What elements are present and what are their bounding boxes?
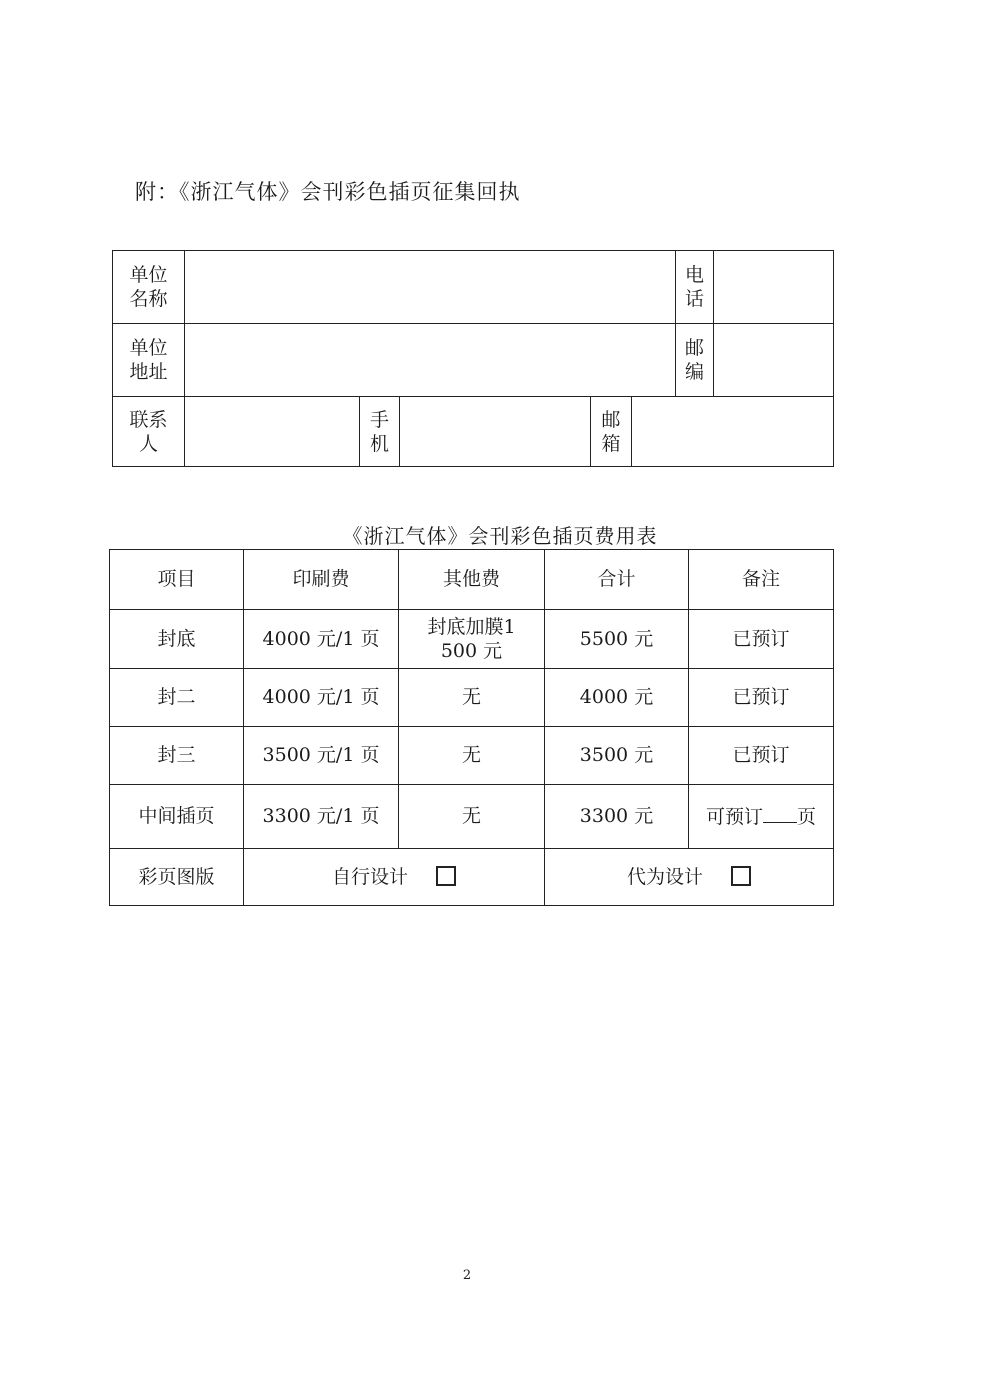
row-item: 中间插页	[110, 785, 244, 849]
receipt-form-table	[112, 250, 834, 467]
page-number: 2	[462, 1268, 472, 1283]
header-print-fee: 印刷费	[244, 550, 399, 610]
row-remark: 已预订	[689, 727, 834, 785]
row-total: 4000 元	[545, 669, 689, 727]
phone-label-cell	[676, 251, 714, 324]
pages-blank-field[interactable]	[763, 804, 797, 823]
email-label-cell	[591, 397, 632, 467]
row-other-fee-text: 封底加膜1500 元	[427, 615, 516, 662]
fee-header-row	[110, 550, 834, 610]
unit-address-label: 单位地址	[129, 337, 168, 383]
unit-address-field[interactable]	[185, 324, 676, 397]
fee-table	[109, 549, 834, 906]
row-total: 3500 元	[545, 727, 689, 785]
layout-label: 彩页图版	[110, 849, 244, 906]
row-print-fee: 3300 元/1 页	[244, 785, 399, 849]
row-other-fee	[399, 610, 545, 669]
row-total: 5500 元	[545, 610, 689, 669]
our-design-checkbox[interactable]	[731, 866, 751, 886]
page-heading: 附：《浙江气体》会刊彩色插页征集回执	[135, 180, 521, 204]
row-other-fee: 无	[399, 669, 545, 727]
postcode-field[interactable]	[714, 324, 834, 397]
header-other-fee: 其他费	[399, 550, 545, 610]
mobile-label: 手机	[369, 408, 389, 455]
contact-label: 联系人	[129, 408, 168, 455]
table-row	[110, 669, 834, 727]
mobile-field[interactable]	[400, 397, 591, 467]
mobile-label-cell	[360, 397, 400, 467]
contact-label-cell	[113, 397, 185, 467]
unit-name-label-cell	[113, 251, 185, 324]
table-row	[110, 727, 834, 785]
remark-suffix: 页	[797, 805, 817, 828]
row-item: 封三	[110, 727, 244, 785]
table-row	[110, 785, 834, 849]
option-self-design-cell	[244, 849, 545, 906]
row-item: 封底	[110, 610, 244, 669]
table-row	[110, 610, 834, 669]
row-other-fee: 无	[399, 727, 545, 785]
row-print-fee: 4000 元/1 页	[244, 610, 399, 669]
option-self-design-label: 自行设计	[331, 865, 408, 888]
row-remark	[689, 785, 834, 849]
email-label: 邮箱	[601, 408, 621, 455]
unit-name-label: 单位名称	[129, 264, 168, 310]
header-item: 项目	[110, 550, 244, 610]
unit-name-field[interactable]	[185, 251, 676, 324]
row-total: 3300 元	[545, 785, 689, 849]
row-remark: 已预订	[689, 669, 834, 727]
row-remark: 已预订	[689, 610, 834, 669]
option-our-design-label: 代为设计	[626, 865, 703, 888]
postcode-label-cell	[676, 324, 714, 397]
header-total: 合计	[545, 550, 689, 610]
header-remark: 备注	[689, 550, 834, 610]
row-other-fee: 无	[399, 785, 545, 849]
phone-label: 电话	[685, 264, 705, 310]
phone-field[interactable]	[714, 251, 834, 324]
layout-row	[110, 849, 834, 906]
row-print-fee: 3500 元/1 页	[244, 727, 399, 785]
postcode-label: 邮编	[685, 337, 705, 383]
row-print-fee: 4000 元/1 页	[244, 669, 399, 727]
contact-field[interactable]	[185, 397, 360, 467]
email-field[interactable]	[632, 397, 834, 467]
fee-table-title: 《浙江气体》会刊彩色插页费用表	[342, 524, 658, 548]
unit-address-label-cell	[113, 324, 185, 397]
remark-prefix: 可预订	[705, 805, 763, 828]
option-our-design-cell	[545, 849, 834, 906]
self-design-checkbox[interactable]	[436, 866, 456, 886]
row-item: 封二	[110, 669, 244, 727]
